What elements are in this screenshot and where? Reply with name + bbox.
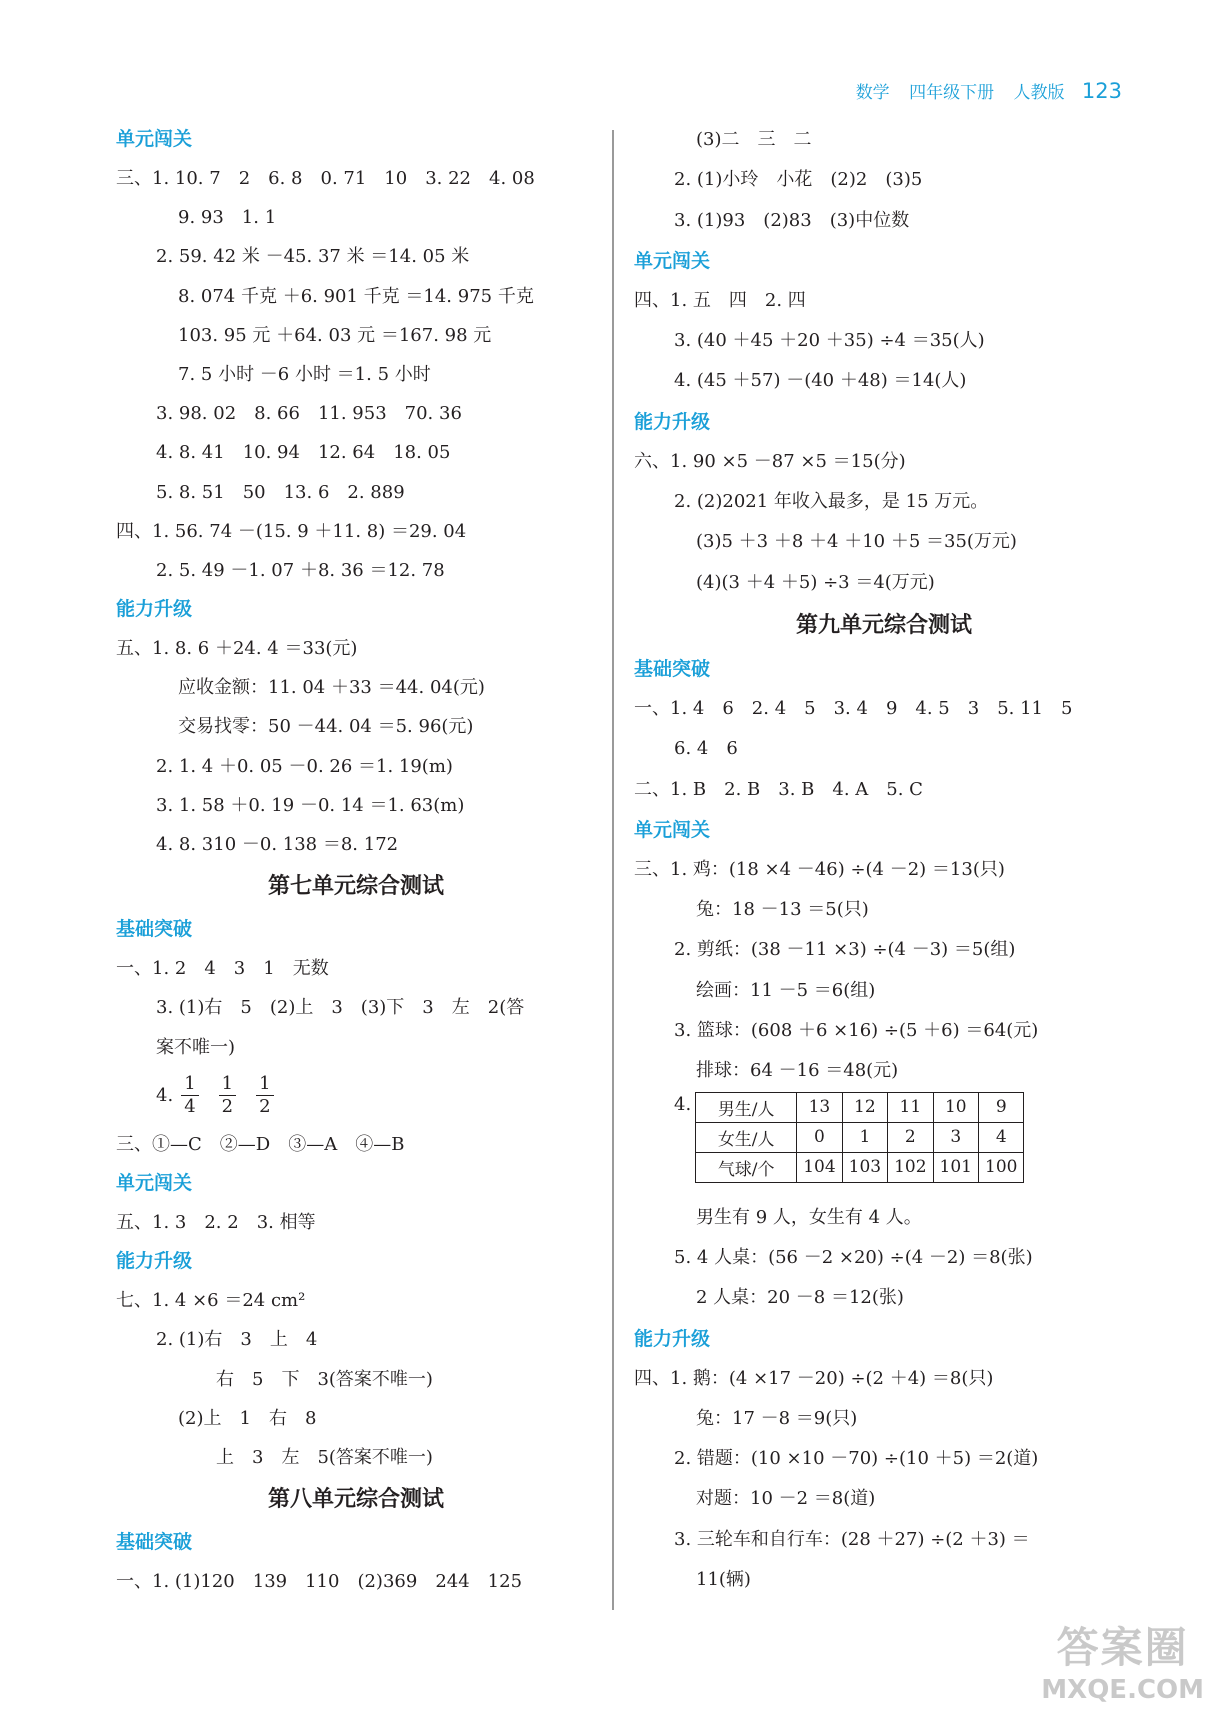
answer-line: 兔：18 －13 ＝5(只)	[696, 899, 869, 921]
fraction-numerator: 1	[219, 1073, 236, 1096]
answer-line: 2. 59. 42 米 －45. 37 米 ＝14. 05 米	[156, 246, 470, 268]
section-heading: 能力升级	[634, 1327, 711, 1350]
answer-line: 8. 074 千克 ＋6. 901 千克 ＝14. 975 千克	[178, 285, 534, 307]
answer-line: 兔：17 －8 ＝9(只)	[696, 1407, 858, 1429]
answer-line: 103. 95 元 ＋64. 03 元 ＝167. 98 元	[178, 324, 492, 346]
answer-line: 案不唯一)	[156, 1036, 236, 1058]
unit-test-title: 第九单元综合测试	[795, 612, 972, 638]
section-heading: 基础突破	[116, 918, 193, 941]
answer-line: 5. 4 人桌：(56 －2 ×20) ÷(4 －2) ＝8(张)	[674, 1246, 1033, 1268]
answer-line: 三、1. 鸡：(18 ×4 －46) ÷(4 －2) ＝13(只)	[634, 858, 1005, 880]
answer-line: 3. (1)93 (2)83 (3)中位数	[674, 209, 910, 231]
answer-line: 五、1. 8. 6 ＋24. 4 ＝33(元)	[116, 638, 358, 660]
right-column	[634, 120, 1134, 1600]
question-number: 4.	[156, 1085, 174, 1107]
answer-line: 一、1. 4 6 2. 4 5 3. 4 9 4. 5 3 5. 11 5	[634, 697, 1073, 719]
header-edition: 人教版	[1013, 83, 1065, 103]
table-header-cell: 女生/人	[696, 1122, 797, 1152]
answer-line: 5. 8. 51 50 13. 6 2. 889	[156, 481, 405, 503]
answer-line: 2. 1. 4 ＋0. 05 －0. 26 ＝1. 19(m)	[156, 755, 453, 777]
answer-line: 应收金额：11. 04 ＋33 ＝44. 04(元)	[178, 677, 485, 699]
unit-test-title: 第八单元综合测试	[267, 1487, 444, 1513]
watermark-logo	[1041, 1615, 1204, 1705]
answer-line: 2. 剪纸：(38 －11 ×3) ÷(4 －3) ＝5(组)	[674, 939, 1016, 961]
answer-line: 7. 5 小时 －6 小时 ＝1. 5 小时	[178, 363, 431, 385]
table-cell: 1	[842, 1122, 887, 1152]
table-cell: 101	[933, 1152, 978, 1182]
unit-test-title: 第七单元综合测试	[267, 874, 444, 900]
fraction-denominator: 2	[259, 1096, 271, 1118]
answer-line: 右 5 下 3(答案不唯一)	[216, 1368, 433, 1390]
answer-line: 3. 1. 58 ＋0. 19 －0. 14 ＝1. 63(m)	[156, 794, 465, 816]
fraction-numerator: 1	[256, 1073, 273, 1096]
answer-line: 3. (40 ＋45 ＋20 ＋35) ÷4 ＝35(人)	[674, 330, 985, 352]
watermark-url: MXQE.COM	[1041, 1675, 1204, 1705]
answer-line: 2. (1)小玲 小花 (2)2 (3)5	[674, 169, 923, 191]
section-heading: 能力升级	[116, 1250, 193, 1273]
table-row	[696, 1152, 1024, 1182]
fraction-answer-line	[116, 1067, 596, 1125]
answer-line: 2. 5. 49 －1. 07 ＋8. 36 ＝12. 78	[156, 559, 445, 581]
table-row	[696, 1092, 1024, 1122]
answer-line: 六、1. 90 ×5 －87 ×5 ＝15(分)	[634, 450, 906, 472]
header-grade: 四年级下册	[909, 83, 995, 103]
answer-line: 4. 8. 41 10. 94 12. 64 18. 05	[156, 442, 451, 464]
answer-line: 2. 错题：(10 ×10 －70) ÷(10 ＋5) ＝2(道)	[674, 1448, 1039, 1470]
fraction	[219, 1073, 236, 1118]
answer-line: 四、1. 56. 74 －(15. 9 ＋11. 8) ＝29. 04	[116, 520, 467, 542]
table-cell: 9	[979, 1092, 1024, 1122]
answer-table	[695, 1092, 1024, 1183]
answer-line: 二、1. B 2. B 3. B 4. A 5. C	[634, 778, 923, 800]
section-heading: 基础突破	[634, 657, 711, 680]
table-cell: 2	[888, 1122, 933, 1152]
header-subject: 数学	[855, 83, 890, 103]
section-heading: 单元闯关	[116, 128, 193, 150]
table-cell: 3	[933, 1122, 978, 1152]
answer-line: 4. 8. 310 －0. 138 ＝8. 172	[156, 834, 399, 855]
answer-line: 4. (45 ＋57) －(40 ＋48) ＝14(人)	[674, 370, 967, 392]
fraction	[256, 1073, 273, 1118]
fraction-denominator: 2	[221, 1096, 234, 1118]
answer-line: 2. (1)右 3 上 4	[156, 1329, 318, 1351]
section-heading: 单元闯关	[634, 818, 711, 841]
table-cell: 11	[888, 1092, 933, 1122]
answer-line: 11(辆)	[696, 1569, 751, 1591]
answer-line: 3. 篮球：(608 ＋6 ×16) ÷(5 ＋6) ＝64(元)	[674, 1020, 1039, 1042]
fraction	[181, 1073, 198, 1118]
answer-line: (2)上 1 右 8	[178, 1407, 317, 1429]
answer-line: (3)5 ＋3 ＋8 ＋4 ＋10 ＋5 ＝35(万元)	[696, 531, 1017, 553]
answer-line: 三、①—C ②—D ③—A ④—B	[116, 1133, 405, 1155]
page-header	[842, 78, 1122, 103]
answer-line: 男生有 9 人，女生有 4 人。	[696, 1206, 922, 1228]
fraction-numerator: 1	[181, 1073, 198, 1096]
table-cell: 13	[797, 1092, 842, 1122]
answer-line: 2 人桌：20 －8 ＝12(张)	[696, 1287, 904, 1309]
table-header-cell: 气球/个	[696, 1152, 797, 1182]
table-cell: 10	[933, 1092, 978, 1122]
fraction-denominator: 4	[184, 1096, 196, 1118]
answer-line: 七、1. 4 ×6 ＝24 cm²	[116, 1290, 306, 1312]
watermark-text: 答案圈	[1056, 1623, 1189, 1672]
answer-table-block	[634, 1092, 1134, 1198]
table-cell: 103	[842, 1152, 887, 1182]
table-header-cell: 男生/人	[696, 1092, 797, 1122]
table-cell: 100	[979, 1152, 1024, 1182]
answer-line: 三、1. 10. 7 2 6. 8 0. 71 10 3. 22 4. 08	[116, 168, 535, 189]
answer-line: 上 3 左 5(答案不唯一)	[216, 1446, 433, 1468]
answer-line: 对题：10 －2 ＝8(道)	[696, 1488, 876, 1510]
table-cell: 104	[797, 1152, 842, 1182]
answer-line: 排球：64 －16 ＝48(元)	[696, 1060, 899, 1082]
section-heading: 能力升级	[634, 410, 711, 433]
answer-line: 绘画：11 －5 ＝6(组)	[696, 979, 876, 1001]
answer-line: 3. (1)右 5 (2)上 3 (3)下 3 左 2(答	[156, 997, 525, 1019]
answer-line: 一、1. (1)120 139 110 (2)369 244 125	[116, 1571, 523, 1593]
answer-line: 3. 三轮车和自行车：(28 ＋27) ÷(2 ＋3) ＝	[674, 1528, 1030, 1550]
section-heading: 基础突破	[116, 1531, 193, 1554]
table-cell: 12	[842, 1092, 887, 1122]
answer-line: 3. 98. 02 8. 66 11. 953 70. 36	[156, 403, 462, 425]
answer-line: 一、1. 2 4 3 1 无数	[116, 958, 329, 980]
answer-line: (3)二 三 二	[696, 129, 812, 150]
table-cell: 102	[888, 1152, 933, 1182]
section-heading: 单元闯关	[634, 249, 711, 272]
answer-line: 6. 4 6	[674, 738, 738, 760]
answer-line: 五、1. 3 2. 2 3. 相等	[116, 1211, 316, 1233]
page-number: 123	[1081, 79, 1122, 103]
answer-line: (4)(3 ＋4 ＋5) ÷3 ＝4(万元)	[696, 571, 935, 593]
answer-line: 2. (2)2021 年收入最多，是 15 万元。	[674, 491, 989, 513]
answer-line: 交易找零：50 －44. 04 ＝5. 96(元)	[178, 716, 474, 738]
table-cell: 0	[797, 1122, 842, 1152]
answer-line: 四、1. 鹅：(4 ×17 －20) ÷(2 ＋4) ＝8(只)	[634, 1367, 994, 1389]
left-column	[116, 120, 596, 1601]
section-heading: 能力升级	[116, 598, 193, 621]
answer-line: 9. 93 1. 1	[178, 207, 277, 229]
table-cell: 4	[979, 1122, 1024, 1152]
answer-line: 四、1. 五 四 2. 四	[634, 289, 806, 311]
section-heading: 单元闯关	[116, 1171, 193, 1194]
column-divider	[612, 130, 614, 1610]
question-number: 4.	[674, 1093, 692, 1115]
table-row	[696, 1122, 1024, 1152]
